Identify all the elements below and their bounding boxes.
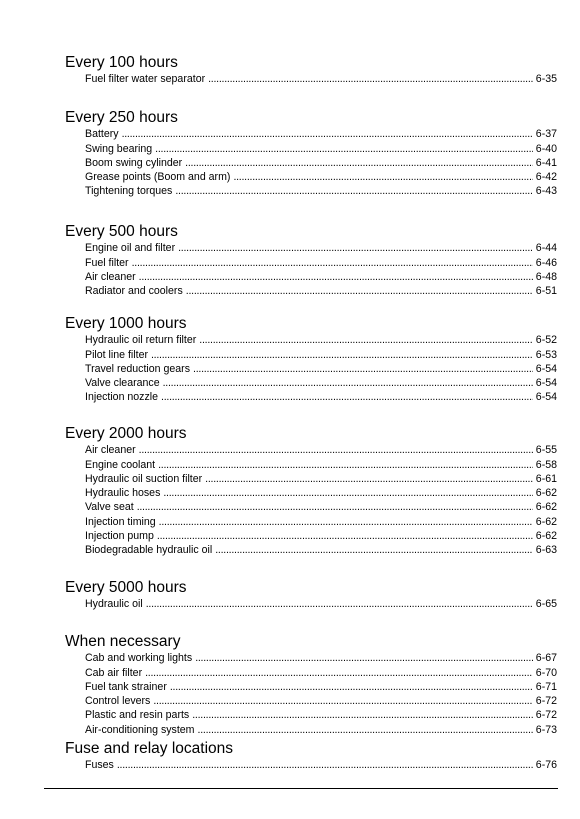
toc-entry[interactable] (85, 665, 557, 679)
entry-page-number: 6-35 (535, 73, 557, 86)
toc-entry[interactable] (85, 758, 557, 772)
entry-page-number: 6-48 (535, 270, 557, 283)
entry-page-number: 6-42 (535, 171, 557, 184)
entry-title: Injection pump (85, 530, 154, 543)
entry-title: Battery (85, 128, 119, 141)
toc-entry[interactable] (85, 156, 557, 170)
dot-leader (157, 530, 533, 543)
toc-entry[interactable] (85, 529, 557, 543)
toc-entry[interactable] (85, 694, 557, 708)
dot-leader (198, 724, 533, 737)
dot-leader (151, 349, 533, 362)
toc-entry[interactable] (85, 543, 557, 557)
entry-title: Biodegradable hydraulic oil (85, 544, 213, 557)
section-heading: Every 1000 hours (65, 315, 187, 332)
dot-leader (117, 759, 533, 772)
entry-page-number: 6-61 (535, 472, 557, 485)
dot-leader (159, 516, 533, 529)
dot-leader (161, 391, 533, 404)
dot-leader (163, 487, 532, 500)
toc-entry[interactable] (85, 680, 557, 694)
entry-page-number: 6-65 (535, 598, 557, 611)
dot-leader (199, 334, 533, 347)
section-heading: Every 2000 hours (65, 425, 187, 442)
entry-page-number: 6-44 (535, 242, 557, 255)
dot-leader (178, 242, 533, 255)
dot-leader (195, 652, 533, 665)
toc-section-when-necessary (65, 633, 557, 737)
entry-title: Swing bearing (85, 142, 153, 155)
entry-page-number: 6-73 (535, 723, 557, 736)
toc-section-every-100-hours (65, 54, 557, 86)
dot-leader (146, 598, 533, 611)
toc-entry[interactable] (85, 170, 557, 184)
toc-entry[interactable] (85, 472, 557, 486)
entry-page-number: 6-41 (535, 156, 557, 169)
section-heading: Every 100 hours (65, 54, 178, 71)
toc-entry[interactable] (85, 184, 557, 198)
entry-page-number: 6-40 (535, 142, 557, 155)
dot-leader (132, 257, 533, 270)
entry-page-number: 6-53 (535, 348, 557, 361)
entry-title: Cab air filter (85, 666, 143, 679)
toc-entry[interactable] (85, 486, 557, 500)
entry-page-number: 6-55 (535, 444, 557, 457)
entry-title: Fuel filter (85, 256, 129, 269)
dot-leader (137, 501, 533, 514)
toc-entry[interactable] (85, 362, 557, 376)
entry-title: Hydraulic oil return filter (85, 334, 197, 347)
footer-rule (44, 788, 558, 789)
dot-leader (205, 473, 533, 486)
entry-title: Radiator and coolers (85, 285, 183, 298)
dot-leader (139, 271, 533, 284)
entry-title: Fuel tank strainer (85, 680, 167, 693)
entry-title: Boom swing cylinder (85, 156, 183, 169)
entry-page-number: 6-67 (535, 652, 557, 665)
entry-title: Travel reduction gears (85, 362, 191, 375)
entry-title: Hydraulic hoses (85, 487, 161, 500)
toc-section-every-1000-hours (65, 315, 557, 404)
toc-section-every-500-hours (65, 223, 557, 298)
dot-leader (186, 285, 533, 298)
entry-page-number: 6-62 (535, 487, 557, 500)
entry-title: Injection nozzle (85, 391, 159, 404)
dot-leader (175, 185, 532, 198)
entry-title: Hydraulic oil suction filter (85, 472, 203, 485)
toc-entry[interactable] (85, 722, 557, 736)
entry-title: Valve clearance (85, 377, 160, 390)
entry-page-number: 6-63 (535, 544, 557, 557)
toc-section-every-5000-hours (65, 579, 557, 611)
entry-page-number: 6-70 (535, 666, 557, 679)
toc-entry[interactable] (85, 72, 557, 86)
entry-title: Air-conditioning system (85, 723, 195, 736)
entry-page-number: 6-62 (535, 501, 557, 514)
entry-title: Grease points (Boom and arm) (85, 171, 231, 184)
entry-title: Cab and working lights (85, 652, 193, 665)
section-heading: Fuse and relay locations (65, 740, 234, 757)
dot-leader (193, 363, 533, 376)
entry-page-number: 6-72 (535, 709, 557, 722)
toc-entry[interactable] (85, 390, 557, 404)
toc-entry[interactable] (85, 376, 557, 390)
dot-leader (163, 377, 533, 390)
entry-title: Air cleaner (85, 270, 136, 283)
entry-title: Pilot line filter (85, 348, 148, 361)
toc-entry[interactable] (85, 708, 557, 722)
toc-entry[interactable] (85, 284, 557, 298)
dot-leader (208, 73, 533, 86)
entry-title: Hydraulic oil (85, 598, 143, 611)
entry-page-number: 6-62 (535, 515, 557, 528)
toc-entry[interactable] (85, 443, 557, 457)
entry-page-number: 6-54 (535, 362, 557, 375)
dot-leader (153, 695, 532, 708)
toc-section-every-2000-hours (65, 425, 557, 557)
toc-entry[interactable] (85, 457, 557, 471)
dot-leader (233, 171, 532, 184)
toc-entry[interactable] (85, 127, 557, 141)
entry-title: Engine coolant (85, 458, 156, 471)
dot-leader (158, 459, 533, 472)
entry-page-number: 6-54 (535, 391, 557, 404)
toc-entry[interactable] (85, 333, 557, 347)
dot-leader (155, 143, 533, 156)
dot-leader (139, 444, 533, 457)
toc-entry[interactable] (85, 270, 557, 284)
toc-entry[interactable] (85, 141, 557, 155)
entry-title: Valve seat (85, 501, 134, 514)
toc-entry[interactable] (85, 597, 557, 611)
entry-title: Fuel filter water separator (85, 73, 206, 86)
toc-entry[interactable] (85, 255, 557, 269)
entry-page-number: 6-62 (535, 530, 557, 543)
toc-entry[interactable] (85, 241, 557, 255)
toc-section-fuse-and-relay-locations (65, 740, 557, 772)
dot-leader (170, 681, 533, 694)
dot-leader (122, 128, 533, 141)
entry-title: Injection timing (85, 515, 156, 528)
section-heading: When necessary (65, 633, 181, 650)
section-heading: Every 5000 hours (65, 579, 187, 596)
toc-entry[interactable] (85, 651, 557, 665)
dot-leader (185, 157, 533, 170)
entry-title: Control levers (85, 695, 151, 708)
entry-page-number: 6-58 (535, 458, 557, 471)
entry-page-number: 6-51 (535, 285, 557, 298)
entry-title: Fuses (85, 759, 114, 772)
toc-entry[interactable] (85, 347, 557, 361)
entry-page-number: 6-54 (535, 377, 557, 390)
entry-page-number: 6-76 (535, 759, 557, 772)
toc-section-every-250-hours (65, 109, 557, 198)
entry-page-number: 6-37 (535, 128, 557, 141)
dot-leader (145, 667, 533, 680)
section-heading: Every 250 hours (65, 109, 178, 126)
entry-title: Engine oil and filter (85, 242, 176, 255)
entry-title: Air cleaner (85, 444, 136, 457)
entry-page-number: 6-46 (535, 256, 557, 269)
dot-leader (192, 709, 533, 722)
dot-leader (215, 544, 533, 557)
section-heading: Every 500 hours (65, 223, 178, 240)
entry-page-number: 6-71 (535, 680, 557, 693)
entry-page-number: 6-43 (535, 185, 557, 198)
entry-title: Tightening torques (85, 185, 173, 198)
toc-entry[interactable] (85, 500, 557, 514)
toc-entry[interactable] (85, 514, 557, 528)
entry-page-number: 6-72 (535, 695, 557, 708)
entry-page-number: 6-52 (535, 334, 557, 347)
entry-title: Plastic and resin parts (85, 709, 190, 722)
